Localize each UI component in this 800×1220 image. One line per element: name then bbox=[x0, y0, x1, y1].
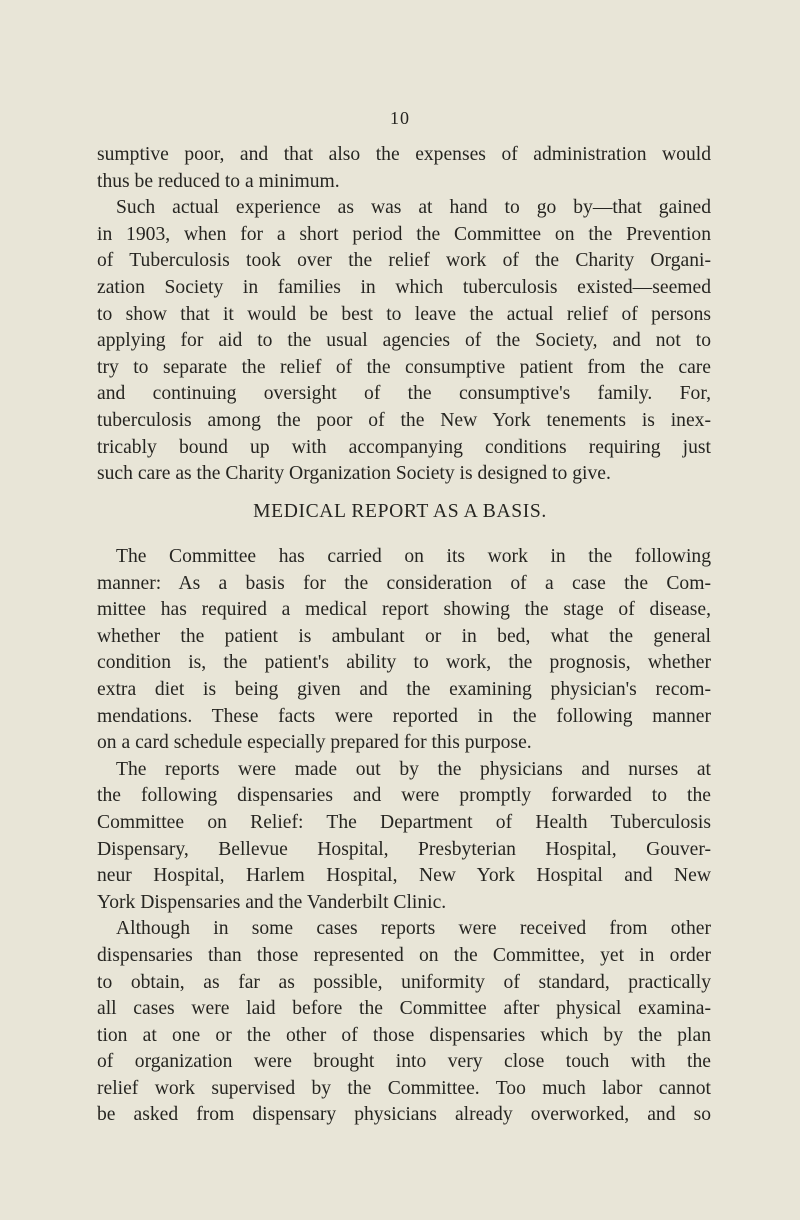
text-line: Such actual experience as was at hand to go by—that gained bbox=[116, 197, 711, 219]
text-line: neur Hospital, Harlem Hospital, New York Hospital and New bbox=[97, 865, 711, 887]
text-line: condition is, the patient's ability to work, the prognosis, whether bbox=[97, 652, 711, 674]
text-line: thus be reduced to a minimum. bbox=[97, 170, 340, 192]
text-line: Dispensary, Bellevue Hospital, Presbyterian Hospital, Gouver- bbox=[97, 838, 711, 860]
text-line: in 1903, when for a short period the Committee on the Prevention bbox=[97, 223, 711, 245]
text-line: such care as the Charity Organization Society is designed to give. bbox=[97, 463, 611, 485]
body-text-section-1 bbox=[97, 142, 711, 488]
text-line: tion at one or the other of those dispensaries which by the plan bbox=[97, 1024, 711, 1046]
text-line: relief work supervised by the Committee. Too much labor cannot bbox=[97, 1077, 711, 1099]
body-text-section-2 bbox=[97, 544, 711, 1129]
text-line: The reports were made out by the physicians and nurses at bbox=[116, 758, 711, 780]
text-line: the following dispensaries and were promptly forwarded to the bbox=[97, 785, 711, 807]
text-line: mittee has required a medical report showing the stage of disease, bbox=[97, 599, 711, 621]
text-line: tuberculosis among the poor of the New York tenements is inex- bbox=[97, 409, 711, 431]
text-line: extra diet is being given and the examining physician's recom- bbox=[97, 678, 711, 700]
text-line: tricably bound up with accompanying conditions requiring just bbox=[97, 436, 711, 458]
text-line: dispensaries than those represented on the Committee, yet in order bbox=[97, 944, 711, 966]
text-line: all cases were laid before the Committee after physical examina- bbox=[97, 998, 711, 1020]
text-line: to obtain, as far as possible, uniformity of standard, practically bbox=[97, 971, 711, 993]
text-line: on a card schedule especially prepared for this purpose. bbox=[97, 732, 532, 754]
section-heading: MEDICAL REPORT AS A BASIS. bbox=[253, 501, 547, 522]
text-line: zation Society in families in which tuberculosis existed—seemed bbox=[97, 276, 711, 298]
text-line: Committee on Relief: The Department of Health Tuberculosis bbox=[97, 811, 711, 833]
text-line: mendations. These facts were reported in the following manner bbox=[97, 705, 711, 727]
text-line: whether the patient is ambulant or in bed, what the general bbox=[97, 625, 711, 647]
text-line: Although in some cases reports were received from other bbox=[116, 918, 711, 940]
text-line: sumptive poor, and that also the expenses of administration would bbox=[97, 144, 711, 165]
text-line: The Committee has carried on its work in the following bbox=[116, 546, 711, 567]
text-line: to show that it would be best to leave the actual relief of persons bbox=[97, 303, 711, 325]
text-line: try to separate the relief of the consumptive patient from the care bbox=[97, 356, 711, 378]
page-number: 10 bbox=[390, 108, 410, 128]
text-line: be asked from dispensary physicians already overworked, and so bbox=[97, 1104, 711, 1126]
text-line: applying for aid to the usual agencies of the Society, and not to bbox=[97, 330, 711, 352]
text-line: York Dispensaries and the Vanderbilt Clinic. bbox=[97, 891, 447, 913]
text-line: of Tuberculosis took over the relief work of the Charity Organi- bbox=[97, 250, 711, 272]
text-line: and continuing oversight of the consumptive's family. For, bbox=[97, 383, 711, 405]
text-line: manner: As a basis for the consideration of a case the Com- bbox=[97, 572, 711, 594]
text-line: of organization were brought into very close touch with the bbox=[97, 1051, 711, 1073]
